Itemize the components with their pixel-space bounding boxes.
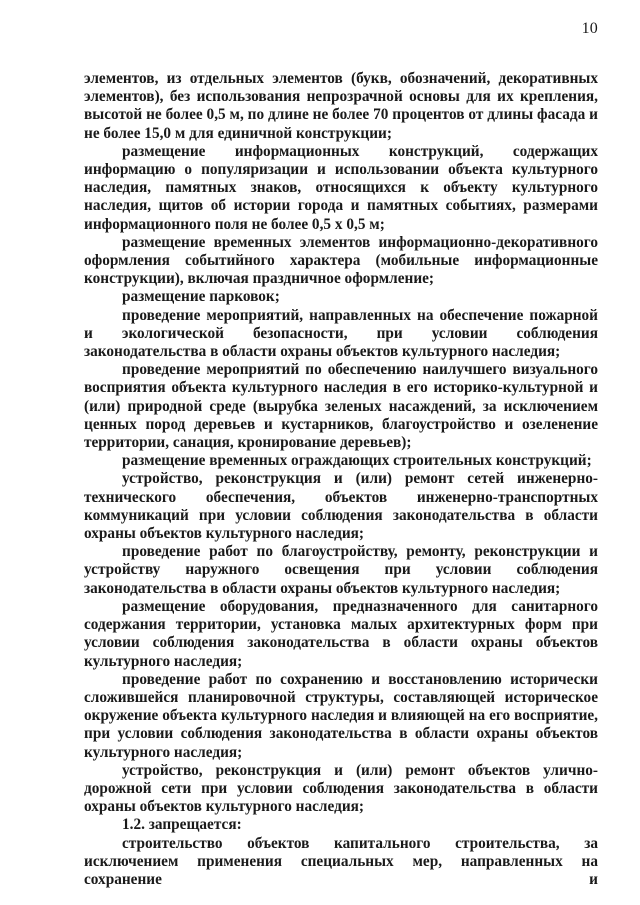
paragraph: строительство объектов капитального строительства, за исключением применения специальных мер, направленных на сохранение и [84, 834, 598, 888]
paragraph: проведение мероприятий, направленных на обеспечение пожарной и экологической безопасности, при условии соблюдения законодательства в области охраны объектов культурного наследия; [84, 306, 598, 361]
paragraph: размещение временных элементов информационно-декоративного оформления событийного характера (мобильные информационные конструкции), включая праздничное оформление; [84, 233, 598, 288]
paragraph: проведение работ по благоустройству, ремонту, реконструкции и устройству наружного освещения при условии соблюдения законодательства в области охраны объектов культурного наследия; [84, 543, 598, 597]
paragraph: размещение информационных конструкций, содержащих информацию о популяризации и использовании объекта культурного наследия, памятных знаков, относящихся к объекту культурного наследия, щитов об истории города и памятных событиях, размерами информационного поля не более 0,5 х 0,5 м; [84, 142, 598, 233]
paragraph: проведение работ по сохранению и восстановлению исторически сложившейся планировочной структуры, составляющей историческое окружение объекта культурного наследия и влияющей на его восприятие, при условии соблюдения законодательства в области охраны объектов культурного наследия; [84, 670, 598, 761]
document-body [84, 70, 598, 889]
paragraph: размещение временных ограждающих строительных конструкций; [122, 452, 592, 470]
page-number: 10 [581, 20, 598, 37]
paragraph: элементов, из отдельных элементов (букв, обозначений, декоративных элементов), без использования непрозрачной основы для их крепления, высотой не более 0,5 м, по длине не более 70 процентов от длины фасада и не более 15,0 м для единичной конструкции; [84, 70, 598, 142]
paragraph: устройство, реконструкция и (или) ремонт сетей инженерно-технического обеспечения, объектов инженерно-транспортных коммуникаций при условии соблюдения законодательства в области охраны объектов культурного наследия; [84, 470, 598, 543]
section-heading: 1.2. запрещается: [122, 816, 242, 834]
paragraph: проведение мероприятий по обеспечению наилучшего визуального восприятия объекта культурного наследия в его историко-культурной и (или) природной среде (вырубка зеленых насаждений, за исключением ценных пород деревьев и кустарников, благоустройство и озеленение территории, санация, кронирование деревьев); [84, 361, 598, 452]
paragraph: устройство, реконструкция и (или) ремонт объектов улично-дорожной сети при условии соблюдения законодательства в области охраны объектов культурного наследия; [84, 761, 598, 816]
paragraph: размещение оборудования, предназначенного для санитарного содержания территории, установка малых архитектурных форм при условии соблюдения законодательства в области охраны объектов культурного наследия; [84, 597, 598, 670]
paragraph: размещение парковок; [122, 288, 280, 306]
